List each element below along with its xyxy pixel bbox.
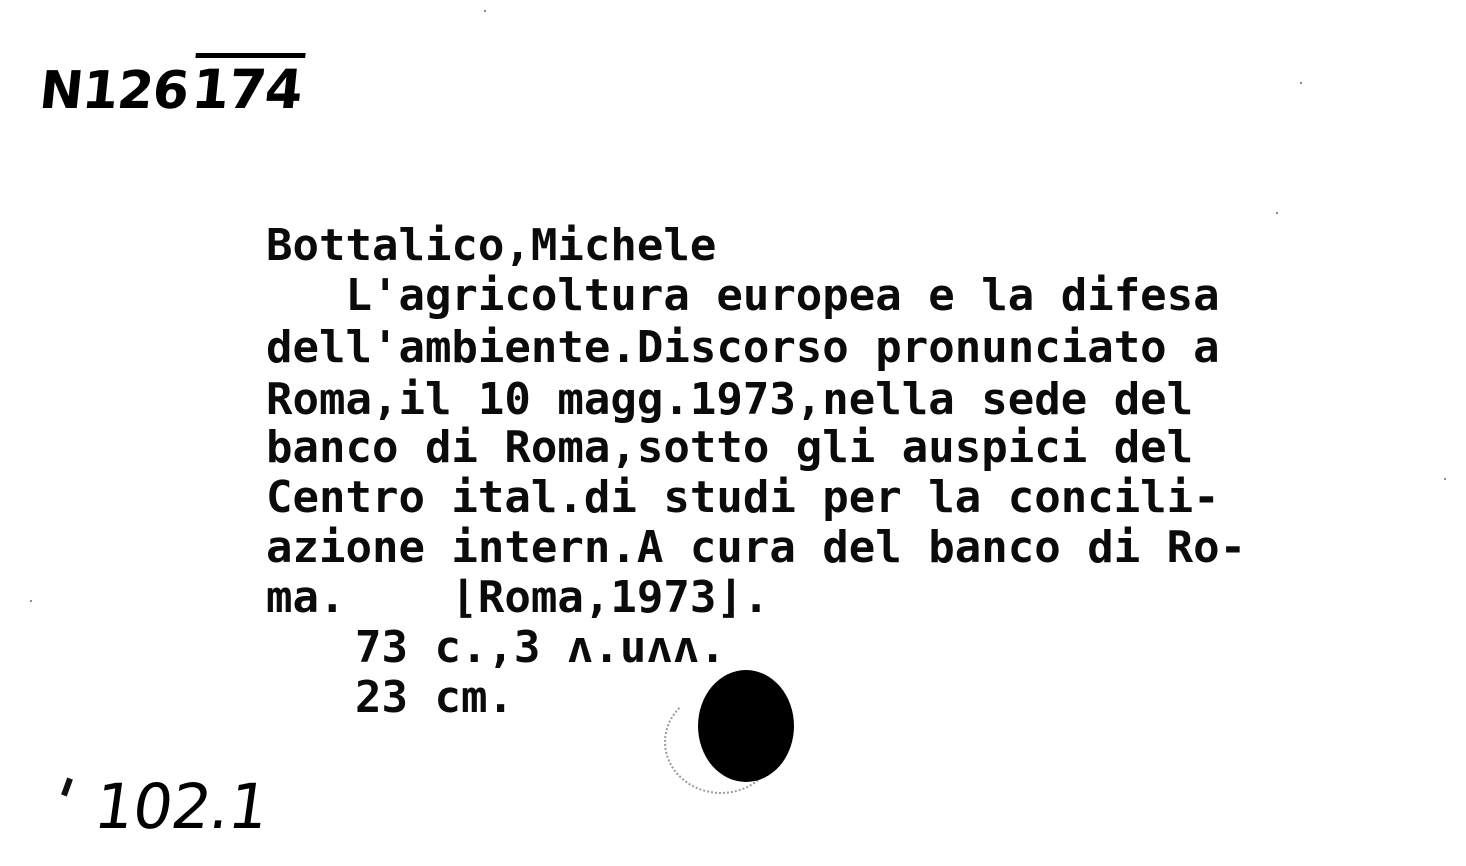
collation-line: 73 c.,3 ʌ.uʌʌ. <box>302 622 726 673</box>
title-line: L'agricoltura europea e la difesa <box>266 270 1220 321</box>
speck <box>484 10 486 12</box>
call-number <box>37 58 305 121</box>
speck <box>1276 212 1278 214</box>
title-line: banco di Roma,sotto gli auspici del <box>266 422 1194 473</box>
punch-hole <box>698 670 794 782</box>
pencil-tick-mark <box>61 778 73 797</box>
title-line: Roma,il 10 magg.1973,nella sede del <box>266 374 1194 425</box>
speck <box>30 600 32 602</box>
call-number-sub: 174 <box>188 58 306 121</box>
shelf-mark: 102.1 <box>89 770 273 843</box>
call-number-main: N126 <box>36 61 192 121</box>
speck <box>1300 82 1302 84</box>
title-line: dell'ambiente.Discorso pronunciato a <box>266 322 1220 373</box>
collation-line: 23 cm. <box>302 672 514 723</box>
author-heading: Bottalico,Michele <box>266 220 717 271</box>
speck <box>1444 478 1446 480</box>
title-line: Centro ital.di studi per la concili- <box>266 472 1220 523</box>
imprint-line: ma. ⌊Roma,1973⌋. <box>266 572 770 623</box>
title-line: azione intern.A cura del banco di Ro- <box>266 522 1247 573</box>
